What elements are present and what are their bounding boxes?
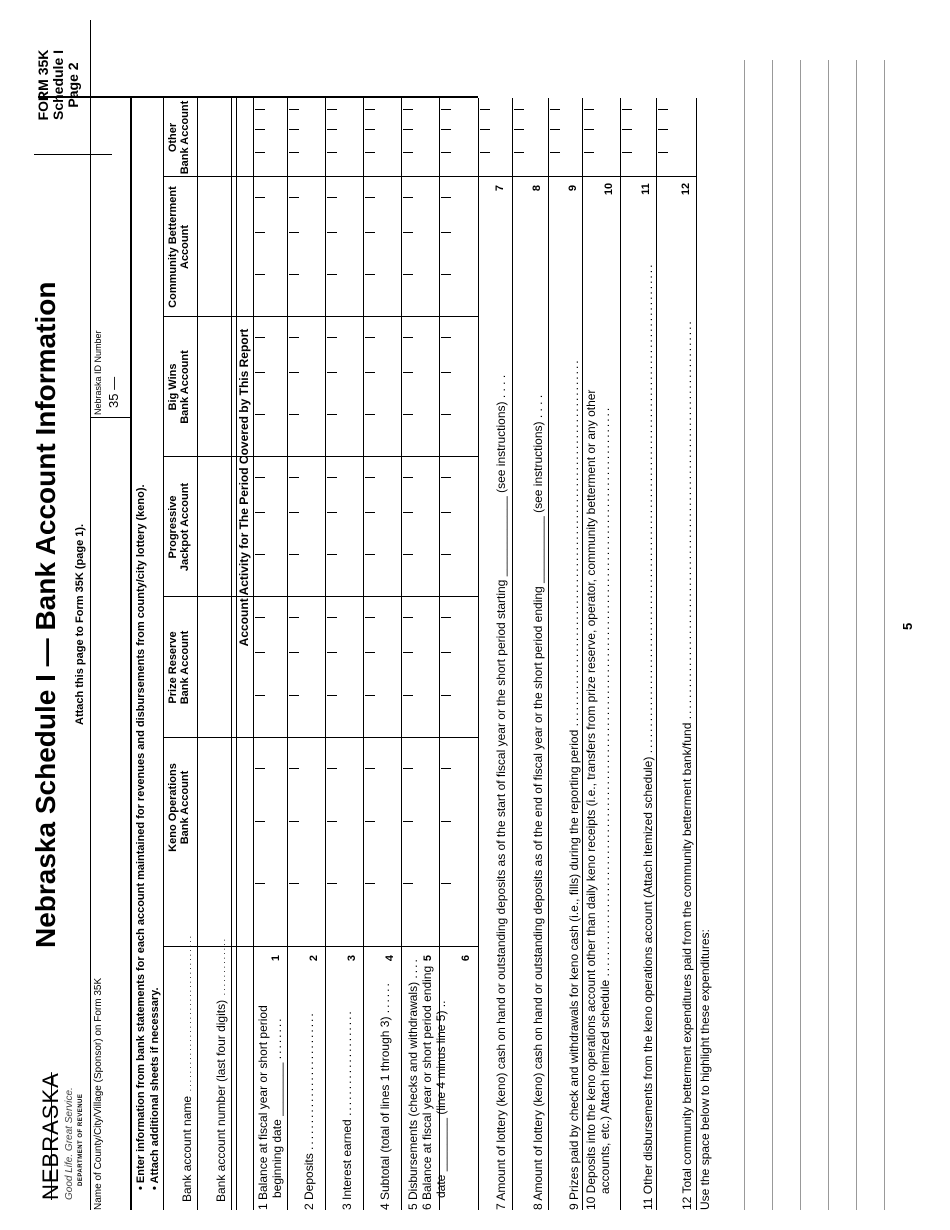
line-num-12: 12 bbox=[680, 182, 692, 196]
nebraska-id-label: Nebraska ID Number bbox=[93, 330, 103, 415]
line-num-6: 6 bbox=[460, 954, 472, 962]
digit-separator bbox=[289, 337, 299, 338]
digit-separator bbox=[584, 152, 594, 153]
digit-separator bbox=[255, 337, 265, 338]
digit-separator bbox=[480, 152, 490, 153]
digit-separator bbox=[441, 821, 451, 822]
line-num-5: 5 bbox=[422, 954, 434, 962]
digit-separator bbox=[327, 337, 337, 338]
digit-separator bbox=[403, 512, 413, 513]
digit-separator bbox=[365, 197, 375, 198]
nebraska-logo: NEBRASKA bbox=[38, 1072, 63, 1200]
instruction-1: • Enter information from bank statements for each account maintained for revenues and disbursements from county/city lottery (keno). bbox=[135, 484, 147, 1190]
digit-separator bbox=[441, 109, 451, 110]
amount-cell[interactable] bbox=[439, 738, 478, 947]
bank-info-cell[interactable] bbox=[197, 597, 231, 738]
line-amount-cell[interactable] bbox=[620, 98, 656, 177]
logo-tagline: Good Life. Great Service. bbox=[64, 1087, 75, 1200]
digit-separator bbox=[255, 152, 265, 153]
digit-separator bbox=[289, 109, 299, 110]
digit-separator bbox=[658, 152, 668, 153]
page-number: 5 bbox=[900, 622, 915, 630]
col-keno-operations: Keno Operations Bank Account bbox=[167, 763, 191, 852]
digit-separator bbox=[403, 197, 413, 198]
digit-separator bbox=[550, 129, 560, 130]
digit-separator bbox=[255, 414, 265, 415]
digit-separator bbox=[550, 109, 560, 110]
digit-separator bbox=[289, 274, 299, 275]
digit-separator bbox=[441, 652, 451, 653]
digit-separator bbox=[255, 883, 265, 884]
digit-separator bbox=[255, 768, 265, 769]
digit-separator bbox=[365, 372, 375, 373]
amount-cell[interactable] bbox=[325, 177, 363, 317]
line-num-7: 7 bbox=[494, 184, 506, 192]
digit-separator bbox=[289, 617, 299, 618]
digit-separator bbox=[289, 512, 299, 513]
digit-separator bbox=[658, 129, 668, 130]
digit-separator bbox=[403, 109, 413, 110]
line-12-label: 12 Total community betterment expenditures paid from the community betterment bank/fund ........................................................................... bbox=[680, 319, 694, 1210]
digit-separator bbox=[403, 232, 413, 233]
digit-separator bbox=[441, 197, 451, 198]
amount-cell[interactable] bbox=[253, 177, 287, 317]
schedule-label: Schedule I bbox=[50, 49, 66, 121]
digit-separator bbox=[255, 695, 265, 696]
activity-header: Account Activity for The Period Covered by This Report bbox=[237, 328, 251, 647]
row-4-label: 4 Subtotal (total of lines 1 through 3) ...... bbox=[378, 981, 392, 1210]
digit-separator bbox=[327, 232, 337, 233]
line-num-4: 4 bbox=[384, 954, 396, 962]
bank-info-cell[interactable] bbox=[163, 457, 197, 597]
amount-cell[interactable] bbox=[439, 317, 478, 457]
amount-cell[interactable] bbox=[325, 457, 363, 597]
writing-line bbox=[772, 60, 773, 1210]
digit-separator bbox=[403, 274, 413, 275]
amount-cell[interactable] bbox=[439, 98, 478, 177]
digit-separator bbox=[441, 414, 451, 415]
nebraska-id-field[interactable] bbox=[104, 160, 128, 380]
digit-separator bbox=[255, 617, 265, 618]
page-title: Nebraska Schedule I — Bank Account Information bbox=[30, 281, 61, 948]
digit-separator bbox=[289, 883, 299, 884]
digit-separator bbox=[403, 821, 413, 822]
row-1-label: 1 Balance at fiscal year or short period beginning date ________ ........ bbox=[256, 1005, 284, 1210]
digit-separator bbox=[255, 477, 265, 478]
digit-separator bbox=[441, 617, 451, 618]
digit-separator bbox=[365, 109, 375, 110]
digit-separator bbox=[403, 129, 413, 130]
form-id-block bbox=[36, 30, 81, 140]
amount-cell[interactable] bbox=[325, 738, 363, 947]
instructions bbox=[134, 484, 162, 1190]
page-label: Page 2 bbox=[65, 62, 81, 108]
digit-separator bbox=[441, 337, 451, 338]
row-3-label: 3 Interest earned .................... bbox=[340, 1009, 354, 1210]
digit-separator bbox=[289, 372, 299, 373]
amount-cell[interactable] bbox=[401, 597, 439, 738]
amount-cell[interactable] bbox=[363, 98, 401, 177]
digit-separator bbox=[289, 152, 299, 153]
amount-cell[interactable] bbox=[401, 457, 439, 597]
line-num-1: 1 bbox=[270, 954, 282, 962]
amount-cell[interactable] bbox=[253, 98, 287, 177]
line-num-9: 9 bbox=[567, 184, 579, 192]
digit-separator bbox=[289, 554, 299, 555]
col-community-betterment: Community Betterment Account bbox=[167, 186, 191, 308]
digit-separator bbox=[403, 695, 413, 696]
amount-cell[interactable] bbox=[363, 177, 401, 317]
digit-separator bbox=[255, 232, 265, 233]
line-10-label: 10 Deposits into the keno operations account other than daily keno receipts (i.e., transfers from prize reserve, operator, community betterment or any other accounts, etc.) Attach itemized schedule ........................................................................................................... bbox=[584, 389, 612, 1210]
digit-separator bbox=[365, 274, 375, 275]
bank-info-cell[interactable] bbox=[163, 98, 197, 177]
amount-cell[interactable] bbox=[325, 98, 363, 177]
digit-separator bbox=[441, 129, 451, 130]
bank-info-cell[interactable] bbox=[197, 738, 231, 947]
instruction-2: • Attach additional sheets if necessary. bbox=[149, 987, 161, 1190]
writing-line bbox=[828, 60, 829, 1210]
digit-separator bbox=[403, 372, 413, 373]
line-9-label: 9 Prizes paid by check and withdrawals for keno cash (i.e., fills) during the reporting period ..................................................................... bbox=[567, 358, 581, 1210]
digit-separator bbox=[365, 232, 375, 233]
line-8-label: 8 Amount of lottery (keno) cash on hand or outstanding deposits as of the end of fiscal year or the short period ending __________ (see instructions) . . . . bbox=[531, 394, 545, 1210]
line-num-10: 10 bbox=[603, 182, 615, 196]
bank-info-cell[interactable] bbox=[197, 317, 231, 457]
digit-separator bbox=[289, 695, 299, 696]
digit-separator bbox=[441, 695, 451, 696]
line-num-2: 2 bbox=[308, 954, 320, 962]
digit-separator bbox=[441, 883, 451, 884]
digit-separator bbox=[255, 821, 265, 822]
digit-separator bbox=[514, 109, 524, 110]
digit-separator bbox=[658, 109, 668, 110]
bank-account-name-label: Bank account name ................................... bbox=[180, 933, 194, 1202]
row-6-label: 6 Balance at fiscal year or short period ending date ________ (line 4 minus line 5) .. bbox=[420, 965, 448, 1210]
row-2-label: 2 Deposits .......................... bbox=[302, 1011, 316, 1210]
digit-separator bbox=[327, 129, 337, 130]
digit-separator bbox=[622, 129, 632, 130]
bank-info-cell[interactable] bbox=[163, 177, 197, 317]
bank-info-cell[interactable] bbox=[197, 98, 231, 177]
bank-info-cell[interactable] bbox=[163, 738, 197, 947]
amount-cell[interactable] bbox=[287, 177, 325, 317]
col-progressive-jackpot: Progressive Jackpot Account bbox=[167, 482, 191, 572]
col-prize-reserve: Prize Reserve Bank Account bbox=[167, 630, 191, 705]
digit-separator bbox=[327, 617, 337, 618]
digit-separator bbox=[514, 152, 524, 153]
digit-separator bbox=[403, 337, 413, 338]
line-amount-cell[interactable] bbox=[656, 98, 696, 177]
amount-cell[interactable] bbox=[287, 738, 325, 947]
nebraska-id-prefix: 35 — bbox=[106, 376, 121, 408]
digit-separator bbox=[255, 512, 265, 513]
digit-separator bbox=[365, 768, 375, 769]
amount-cell[interactable] bbox=[439, 457, 478, 597]
line-num-8: 8 bbox=[531, 184, 543, 192]
digit-separator bbox=[365, 337, 375, 338]
digit-separator bbox=[289, 821, 299, 822]
amount-cell[interactable] bbox=[287, 98, 325, 177]
digit-separator bbox=[327, 109, 337, 110]
digit-separator bbox=[365, 129, 375, 130]
digit-separator bbox=[327, 652, 337, 653]
digit-separator bbox=[255, 129, 265, 130]
amount-cell[interactable] bbox=[287, 317, 325, 457]
digit-separator bbox=[441, 768, 451, 769]
amount-cell[interactable] bbox=[363, 317, 401, 457]
sponsor-name-field[interactable] bbox=[104, 426, 128, 1206]
digit-separator bbox=[289, 129, 299, 130]
amount-cell[interactable] bbox=[253, 317, 287, 457]
digit-separator bbox=[365, 821, 375, 822]
digit-separator bbox=[365, 652, 375, 653]
digit-separator bbox=[327, 197, 337, 198]
digit-separator bbox=[441, 554, 451, 555]
col-other: Other Bank Account bbox=[167, 100, 191, 175]
amount-cell[interactable] bbox=[401, 738, 439, 947]
digit-separator bbox=[622, 152, 632, 153]
highlight-label: Use the space below to highlight these expenditures: bbox=[698, 929, 712, 1210]
amount-cell[interactable] bbox=[253, 738, 287, 947]
digit-separator bbox=[255, 652, 265, 653]
digit-separator bbox=[441, 512, 451, 513]
digit-separator bbox=[480, 129, 490, 130]
digit-separator bbox=[441, 477, 451, 478]
digit-separator bbox=[365, 695, 375, 696]
amount-cell[interactable] bbox=[325, 597, 363, 738]
digit-separator bbox=[327, 414, 337, 415]
bank-info-cell[interactable] bbox=[197, 457, 231, 597]
digit-separator bbox=[441, 372, 451, 373]
amount-cell[interactable] bbox=[439, 597, 478, 738]
digit-separator bbox=[327, 152, 337, 153]
digit-separator bbox=[327, 274, 337, 275]
line-amount-cell[interactable] bbox=[512, 98, 548, 177]
page-subtitle: Attach this page to Form 35K (page 1). bbox=[74, 523, 86, 725]
digit-separator bbox=[365, 414, 375, 415]
digit-separator bbox=[289, 652, 299, 653]
amount-cell[interactable] bbox=[253, 457, 287, 597]
digit-separator bbox=[289, 414, 299, 415]
row-5-label: 5 Disbursements (checks and withdrawals) .... bbox=[406, 957, 420, 1210]
form-id-divider bbox=[34, 154, 90, 155]
line-num-11: 11 bbox=[640, 183, 652, 195]
digit-separator bbox=[255, 554, 265, 555]
digit-separator bbox=[327, 372, 337, 373]
digit-separator bbox=[289, 232, 299, 233]
digit-separator bbox=[403, 477, 413, 478]
amount-cell[interactable] bbox=[363, 738, 401, 947]
digit-separator bbox=[365, 554, 375, 555]
digit-separator bbox=[365, 883, 375, 884]
digit-separator bbox=[289, 197, 299, 198]
line-11-label: 11 Other disbursements from the keno operations account (Attach itemized schedule) ............................................................................................ bbox=[641, 262, 655, 1210]
digit-separator bbox=[441, 152, 451, 153]
digit-separator bbox=[550, 152, 560, 153]
line-num-3: 3 bbox=[346, 954, 358, 962]
writing-line bbox=[744, 60, 745, 1210]
digit-separator bbox=[255, 109, 265, 110]
digit-separator bbox=[584, 109, 594, 110]
amount-cell[interactable] bbox=[253, 597, 287, 738]
digit-separator bbox=[327, 512, 337, 513]
digit-separator bbox=[289, 768, 299, 769]
digit-separator bbox=[403, 554, 413, 555]
digit-separator bbox=[403, 617, 413, 618]
writing-line bbox=[884, 60, 885, 1210]
amount-cell[interactable] bbox=[401, 317, 439, 457]
amount-cell[interactable] bbox=[401, 98, 439, 177]
digit-separator bbox=[255, 274, 265, 275]
bank-info-cell[interactable] bbox=[163, 317, 197, 457]
amount-cell[interactable] bbox=[363, 457, 401, 597]
digit-separator bbox=[403, 768, 413, 769]
digit-separator bbox=[327, 821, 337, 822]
digit-separator bbox=[480, 109, 490, 110]
amount-cell[interactable] bbox=[287, 457, 325, 597]
digit-separator bbox=[327, 695, 337, 696]
amount-cell[interactable] bbox=[363, 597, 401, 738]
amount-cell[interactable] bbox=[439, 177, 478, 317]
digit-separator bbox=[441, 274, 451, 275]
digit-separator bbox=[403, 652, 413, 653]
amount-cell[interactable] bbox=[325, 317, 363, 457]
digit-separator bbox=[403, 414, 413, 415]
digit-separator bbox=[365, 617, 375, 618]
digit-separator bbox=[622, 109, 632, 110]
bank-account-number-label: Bank account number (last four digits) ............. bbox=[214, 936, 228, 1202]
digit-separator bbox=[327, 768, 337, 769]
sponsor-name-label: Name of County/City/Village (Sponsor) on Form 35K bbox=[93, 977, 104, 1210]
digit-separator bbox=[327, 554, 337, 555]
line-amount-cell[interactable] bbox=[548, 98, 582, 177]
digit-separator bbox=[403, 152, 413, 153]
col-big-wins: Big Wins Bank Account bbox=[167, 350, 191, 424]
digit-separator bbox=[365, 512, 375, 513]
digit-separator bbox=[327, 477, 337, 478]
digit-separator bbox=[365, 152, 375, 153]
writing-line bbox=[856, 60, 857, 1210]
digit-separator bbox=[289, 477, 299, 478]
bank-info-cell[interactable] bbox=[197, 177, 231, 317]
amount-cell[interactable] bbox=[287, 597, 325, 738]
amount-cell[interactable] bbox=[401, 177, 439, 317]
digit-separator bbox=[365, 477, 375, 478]
digit-separator bbox=[403, 883, 413, 884]
form-number: FORM 35K bbox=[35, 49, 51, 121]
line-amount-cell[interactable] bbox=[582, 98, 620, 177]
digit-separator bbox=[514, 129, 524, 130]
digit-separator bbox=[584, 129, 594, 130]
writing-line bbox=[800, 60, 801, 1210]
digit-separator bbox=[441, 232, 451, 233]
line-amount-cell[interactable] bbox=[478, 98, 512, 177]
digit-separator bbox=[255, 372, 265, 373]
logo-department: DEPARTMENT OF REVENUE bbox=[78, 1093, 84, 1186]
bank-info-cell[interactable] bbox=[163, 597, 197, 738]
digit-separator bbox=[327, 883, 337, 884]
line-7-label: 7 Amount of lottery (keno) cash on hand or outstanding deposits as of the start of fiscal year or the short period starting ____________ (see instructions) . . . . bbox=[494, 374, 508, 1210]
digit-separator bbox=[255, 197, 265, 198]
